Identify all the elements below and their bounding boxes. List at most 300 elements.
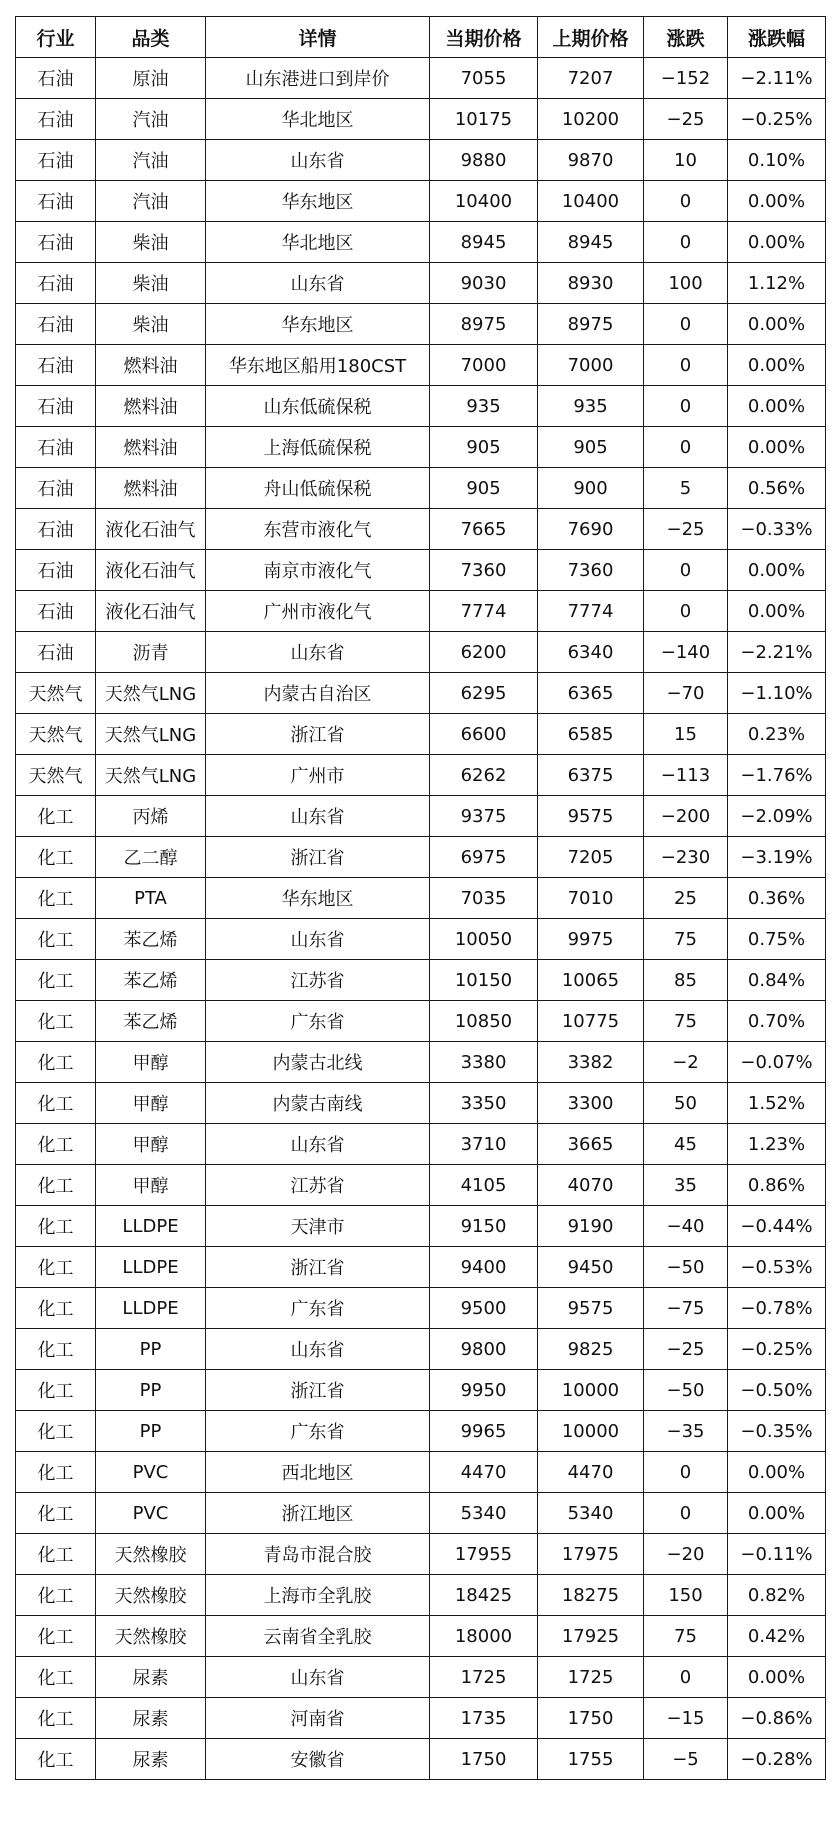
cell-industry: 石油: [16, 181, 96, 222]
cell-change: −2: [644, 1042, 728, 1083]
cell-current-price: 7000: [430, 345, 538, 386]
table-row: [16, 796, 826, 837]
cell-category: 汽油: [96, 181, 206, 222]
table-row: [16, 1411, 826, 1452]
cell-detail: 浙江省: [206, 714, 430, 755]
cell-current-price: 6262: [430, 755, 538, 796]
cell-category: 苯乙烯: [96, 960, 206, 1001]
table-row: [16, 837, 826, 878]
table-row: [16, 1042, 826, 1083]
table-row: [16, 1534, 826, 1575]
cell-previous-price: 10775: [538, 1001, 644, 1042]
cell-category: 天然气LNG: [96, 673, 206, 714]
table-row: [16, 1370, 826, 1411]
cell-current-price: 10175: [430, 99, 538, 140]
cell-detail: 内蒙古北线: [206, 1042, 430, 1083]
cell-change-percent: 0.00%: [728, 1493, 826, 1534]
cell-change: 10: [644, 140, 728, 181]
cell-category: 汽油: [96, 140, 206, 181]
cell-detail: 华东地区船用180CST: [206, 345, 430, 386]
cell-change: −5: [644, 1739, 728, 1780]
cell-change: −140: [644, 632, 728, 673]
cell-change-percent: 0.42%: [728, 1616, 826, 1657]
cell-category: 柴油: [96, 222, 206, 263]
table-row: [16, 1698, 826, 1739]
cell-current-price: 1735: [430, 1698, 538, 1739]
cell-category: 天然气LNG: [96, 755, 206, 796]
cell-industry: 石油: [16, 140, 96, 181]
cell-category: 尿素: [96, 1657, 206, 1698]
cell-industry: 石油: [16, 99, 96, 140]
cell-change: 35: [644, 1165, 728, 1206]
cell-current-price: 1725: [430, 1657, 538, 1698]
cell-detail: 山东省: [206, 919, 430, 960]
cell-change-percent: −1.76%: [728, 755, 826, 796]
cell-industry: 天然气: [16, 714, 96, 755]
cell-current-price: 8975: [430, 304, 538, 345]
cell-change-percent: −0.35%: [728, 1411, 826, 1452]
cell-previous-price: 9825: [538, 1329, 644, 1370]
cell-change: −40: [644, 1206, 728, 1247]
cell-category: PTA: [96, 878, 206, 919]
cell-detail: 江苏省: [206, 960, 430, 1001]
cell-current-price: 7035: [430, 878, 538, 919]
cell-previous-price: 6585: [538, 714, 644, 755]
cell-industry: 化工: [16, 837, 96, 878]
cell-change: −70: [644, 673, 728, 714]
cell-previous-price: 6365: [538, 673, 644, 714]
cell-category: 丙烯: [96, 796, 206, 837]
cell-change-percent: 0.23%: [728, 714, 826, 755]
cell-current-price: 9880: [430, 140, 538, 181]
cell-industry: 天然气: [16, 755, 96, 796]
cell-current-price: 6200: [430, 632, 538, 673]
cell-category: 液化石油气: [96, 591, 206, 632]
cell-detail: 上海低硫保税: [206, 427, 430, 468]
cell-detail: 南京市液化气: [206, 550, 430, 591]
cell-category: PVC: [96, 1493, 206, 1534]
table-row: [16, 345, 826, 386]
cell-previous-price: 4070: [538, 1165, 644, 1206]
cell-change-percent: 0.75%: [728, 919, 826, 960]
cell-previous-price: 10400: [538, 181, 644, 222]
cell-change: −230: [644, 837, 728, 878]
header-previous-price: 上期价格: [538, 17, 644, 58]
cell-change: −50: [644, 1370, 728, 1411]
cell-industry: 化工: [16, 1452, 96, 1493]
cell-previous-price: 1725: [538, 1657, 644, 1698]
cell-category: 尿素: [96, 1698, 206, 1739]
cell-change: −35: [644, 1411, 728, 1452]
cell-category: 天然橡胶: [96, 1575, 206, 1616]
cell-category: 汽油: [96, 99, 206, 140]
cell-current-price: 4105: [430, 1165, 538, 1206]
table-row: [16, 755, 826, 796]
cell-industry: 石油: [16, 58, 96, 99]
cell-change-percent: −1.10%: [728, 673, 826, 714]
cell-industry: 石油: [16, 304, 96, 345]
cell-industry: 化工: [16, 1739, 96, 1780]
cell-change: 50: [644, 1083, 728, 1124]
cell-current-price: 3710: [430, 1124, 538, 1165]
cell-detail: 广州市液化气: [206, 591, 430, 632]
table-row: [16, 304, 826, 345]
cell-change: 45: [644, 1124, 728, 1165]
cell-previous-price: 9575: [538, 1288, 644, 1329]
cell-industry: 化工: [16, 1042, 96, 1083]
cell-current-price: 3380: [430, 1042, 538, 1083]
cell-change: −200: [644, 796, 728, 837]
cell-current-price: 7774: [430, 591, 538, 632]
cell-current-price: 9375: [430, 796, 538, 837]
cell-change: −75: [644, 1288, 728, 1329]
cell-industry: 化工: [16, 1616, 96, 1657]
cell-change-percent: 0.00%: [728, 1657, 826, 1698]
cell-change-percent: −0.25%: [728, 1329, 826, 1370]
cell-previous-price: 8975: [538, 304, 644, 345]
cell-previous-price: 18275: [538, 1575, 644, 1616]
cell-category: 甲醇: [96, 1124, 206, 1165]
cell-change: −25: [644, 1329, 728, 1370]
cell-change: 0: [644, 345, 728, 386]
cell-current-price: 6600: [430, 714, 538, 755]
cell-detail: 山东省: [206, 1329, 430, 1370]
cell-change: 75: [644, 1616, 728, 1657]
table-row: [16, 58, 826, 99]
cell-change-percent: −0.25%: [728, 99, 826, 140]
cell-current-price: 18000: [430, 1616, 538, 1657]
cell-previous-price: 6340: [538, 632, 644, 673]
cell-change: 0: [644, 1452, 728, 1493]
cell-detail: 青岛市混合胶: [206, 1534, 430, 1575]
price-table-container: [15, 16, 826, 1780]
cell-current-price: 905: [430, 468, 538, 509]
cell-category: 甲醇: [96, 1083, 206, 1124]
cell-current-price: 935: [430, 386, 538, 427]
cell-change-percent: 0.00%: [728, 550, 826, 591]
cell-detail: 广东省: [206, 1001, 430, 1042]
cell-change: −15: [644, 1698, 728, 1739]
table-body: [16, 58, 826, 1780]
cell-detail: 西北地区: [206, 1452, 430, 1493]
cell-change: 0: [644, 1657, 728, 1698]
cell-change-percent: 0.82%: [728, 1575, 826, 1616]
cell-detail: 东营市液化气: [206, 509, 430, 550]
cell-industry: 化工: [16, 1165, 96, 1206]
cell-category: 乙二醇: [96, 837, 206, 878]
cell-change-percent: 0.00%: [728, 427, 826, 468]
cell-detail: 山东省: [206, 140, 430, 181]
cell-category: PP: [96, 1329, 206, 1370]
cell-industry: 石油: [16, 550, 96, 591]
header-current-price: 当期价格: [430, 17, 538, 58]
cell-previous-price: 10000: [538, 1411, 644, 1452]
table-row: [16, 99, 826, 140]
cell-detail: 山东省: [206, 796, 430, 837]
cell-current-price: 7055: [430, 58, 538, 99]
cell-change-percent: −0.86%: [728, 1698, 826, 1739]
cell-category: 燃料油: [96, 345, 206, 386]
cell-industry: 化工: [16, 1124, 96, 1165]
cell-current-price: 9800: [430, 1329, 538, 1370]
cell-change-percent: 0.00%: [728, 1452, 826, 1493]
cell-industry: 化工: [16, 1288, 96, 1329]
cell-industry: 化工: [16, 1493, 96, 1534]
cell-current-price: 4470: [430, 1452, 538, 1493]
cell-detail: 内蒙古南线: [206, 1083, 430, 1124]
cell-previous-price: 17925: [538, 1616, 644, 1657]
cell-industry: 石油: [16, 632, 96, 673]
cell-industry: 化工: [16, 1698, 96, 1739]
cell-industry: 化工: [16, 1001, 96, 1042]
table-row: [16, 181, 826, 222]
cell-current-price: 10850: [430, 1001, 538, 1042]
cell-change: 100: [644, 263, 728, 304]
cell-detail: 山东省: [206, 1657, 430, 1698]
cell-industry: 石油: [16, 222, 96, 263]
cell-detail: 华东地区: [206, 181, 430, 222]
table-row: [16, 1616, 826, 1657]
cell-change-percent: 0.00%: [728, 181, 826, 222]
cell-detail: 华北地区: [206, 222, 430, 263]
cell-change: 0: [644, 591, 728, 632]
cell-change-percent: 0.00%: [728, 222, 826, 263]
table-row: [16, 1165, 826, 1206]
cell-previous-price: 1755: [538, 1739, 644, 1780]
table-row: [16, 140, 826, 181]
cell-category: 液化石油气: [96, 550, 206, 591]
cell-change-percent: 1.23%: [728, 1124, 826, 1165]
cell-category: 天然橡胶: [96, 1534, 206, 1575]
table-row: [16, 1206, 826, 1247]
cell-previous-price: 7690: [538, 509, 644, 550]
cell-current-price: 905: [430, 427, 538, 468]
cell-detail: 内蒙古自治区: [206, 673, 430, 714]
cell-previous-price: 9870: [538, 140, 644, 181]
cell-change: −113: [644, 755, 728, 796]
cell-industry: 化工: [16, 919, 96, 960]
cell-current-price: 9950: [430, 1370, 538, 1411]
cell-industry: 化工: [16, 796, 96, 837]
cell-previous-price: 7207: [538, 58, 644, 99]
cell-change: 150: [644, 1575, 728, 1616]
cell-change-percent: 0.70%: [728, 1001, 826, 1042]
cell-change-percent: 0.56%: [728, 468, 826, 509]
cell-change: 0: [644, 550, 728, 591]
table-row: [16, 714, 826, 755]
cell-detail: 广州市: [206, 755, 430, 796]
table-row: [16, 1001, 826, 1042]
table-row: [16, 222, 826, 263]
cell-change: 0: [644, 222, 728, 263]
cell-current-price: 9500: [430, 1288, 538, 1329]
table-row: [16, 468, 826, 509]
cell-change-percent: 0.86%: [728, 1165, 826, 1206]
cell-previous-price: 7360: [538, 550, 644, 591]
cell-previous-price: 5340: [538, 1493, 644, 1534]
cell-current-price: 10400: [430, 181, 538, 222]
cell-change: 5: [644, 468, 728, 509]
header-category: 品类: [96, 17, 206, 58]
cell-change: 85: [644, 960, 728, 1001]
table-row: [16, 263, 826, 304]
cell-previous-price: 7774: [538, 591, 644, 632]
cell-previous-price: 1750: [538, 1698, 644, 1739]
cell-change-percent: 0.10%: [728, 140, 826, 181]
cell-category: 甲醇: [96, 1042, 206, 1083]
cell-detail: 浙江省: [206, 1247, 430, 1288]
cell-previous-price: 7010: [538, 878, 644, 919]
cell-previous-price: 4470: [538, 1452, 644, 1493]
cell-change-percent: 0.00%: [728, 386, 826, 427]
cell-category: 燃料油: [96, 468, 206, 509]
cell-current-price: 17955: [430, 1534, 538, 1575]
cell-current-price: 7360: [430, 550, 538, 591]
cell-change: 0: [644, 427, 728, 468]
cell-change-percent: −2.21%: [728, 632, 826, 673]
cell-change: −50: [644, 1247, 728, 1288]
cell-previous-price: 10200: [538, 99, 644, 140]
cell-detail: 舟山低硫保税: [206, 468, 430, 509]
cell-category: PP: [96, 1370, 206, 1411]
cell-category: 沥青: [96, 632, 206, 673]
cell-detail: 山东低硫保税: [206, 386, 430, 427]
cell-current-price: 9030: [430, 263, 538, 304]
cell-detail: 山东省: [206, 632, 430, 673]
cell-detail: 安徽省: [206, 1739, 430, 1780]
cell-category: 苯乙烯: [96, 919, 206, 960]
cell-previous-price: 8945: [538, 222, 644, 263]
cell-change-percent: −0.28%: [728, 1739, 826, 1780]
header-industry: 行业: [16, 17, 96, 58]
cell-change-percent: 1.12%: [728, 263, 826, 304]
cell-detail: 华东地区: [206, 304, 430, 345]
cell-category: LLDPE: [96, 1288, 206, 1329]
cell-industry: 化工: [16, 1206, 96, 1247]
cell-detail: 云南省全乳胶: [206, 1616, 430, 1657]
cell-previous-price: 9190: [538, 1206, 644, 1247]
cell-previous-price: 6375: [538, 755, 644, 796]
cell-current-price: 6295: [430, 673, 538, 714]
cell-detail: 华北地区: [206, 99, 430, 140]
table-row: [16, 550, 826, 591]
cell-detail: 河南省: [206, 1698, 430, 1739]
cell-industry: 化工: [16, 960, 96, 1001]
cell-change: −152: [644, 58, 728, 99]
cell-previous-price: 900: [538, 468, 644, 509]
table-row: [16, 1575, 826, 1616]
table-row: [16, 1288, 826, 1329]
cell-industry: 化工: [16, 1370, 96, 1411]
table-row: [16, 1329, 826, 1370]
header-detail: 详情: [206, 17, 430, 58]
cell-category: LLDPE: [96, 1247, 206, 1288]
cell-previous-price: 9450: [538, 1247, 644, 1288]
table-row: [16, 1083, 826, 1124]
cell-change: 0: [644, 1493, 728, 1534]
cell-category: 甲醇: [96, 1165, 206, 1206]
cell-current-price: 9400: [430, 1247, 538, 1288]
cell-current-price: 3350: [430, 1083, 538, 1124]
cell-previous-price: 9575: [538, 796, 644, 837]
cell-change: 0: [644, 304, 728, 345]
cell-industry: 石油: [16, 509, 96, 550]
cell-category: PP: [96, 1411, 206, 1452]
cell-current-price: 10150: [430, 960, 538, 1001]
cell-category: 燃料油: [96, 427, 206, 468]
cell-change-percent: −3.19%: [728, 837, 826, 878]
cell-detail: 华东地区: [206, 878, 430, 919]
cell-current-price: 10050: [430, 919, 538, 960]
cell-category: 天然气LNG: [96, 714, 206, 755]
cell-industry: 化工: [16, 1534, 96, 1575]
cell-current-price: 8945: [430, 222, 538, 263]
table-row: [16, 878, 826, 919]
table-row: [16, 591, 826, 632]
table-row: [16, 1657, 826, 1698]
cell-current-price: 18425: [430, 1575, 538, 1616]
cell-detail: 山东省: [206, 263, 430, 304]
cell-category: 原油: [96, 58, 206, 99]
cell-category: PVC: [96, 1452, 206, 1493]
cell-change: 75: [644, 1001, 728, 1042]
cell-current-price: 9150: [430, 1206, 538, 1247]
cell-change-percent: −2.09%: [728, 796, 826, 837]
cell-industry: 化工: [16, 1657, 96, 1698]
table-row: [16, 1452, 826, 1493]
cell-industry: 石油: [16, 263, 96, 304]
cell-detail: 江苏省: [206, 1165, 430, 1206]
cell-change: −25: [644, 99, 728, 140]
cell-industry: 石油: [16, 345, 96, 386]
table-row: [16, 509, 826, 550]
cell-change-percent: 1.52%: [728, 1083, 826, 1124]
cell-previous-price: 9975: [538, 919, 644, 960]
cell-change: 0: [644, 181, 728, 222]
header-change: 涨跌: [644, 17, 728, 58]
cell-industry: 天然气: [16, 673, 96, 714]
cell-change-percent: −0.33%: [728, 509, 826, 550]
cell-previous-price: 935: [538, 386, 644, 427]
cell-current-price: 6975: [430, 837, 538, 878]
cell-change: 0: [644, 386, 728, 427]
table-row: [16, 673, 826, 714]
cell-change-percent: −0.07%: [728, 1042, 826, 1083]
cell-industry: 石油: [16, 386, 96, 427]
cell-industry: 化工: [16, 1411, 96, 1452]
cell-industry: 化工: [16, 1329, 96, 1370]
cell-category: 柴油: [96, 263, 206, 304]
cell-change-percent: −0.44%: [728, 1206, 826, 1247]
table-row: [16, 632, 826, 673]
cell-detail: 山东港进口到岸价: [206, 58, 430, 99]
cell-detail: 广东省: [206, 1411, 430, 1452]
price-table: [15, 16, 826, 1780]
cell-change-percent: 0.36%: [728, 878, 826, 919]
table-row: [16, 427, 826, 468]
cell-detail: 浙江省: [206, 1370, 430, 1411]
table-row: [16, 1739, 826, 1780]
cell-change-percent: 0.84%: [728, 960, 826, 1001]
table-row: [16, 919, 826, 960]
cell-category: 柴油: [96, 304, 206, 345]
cell-change: 75: [644, 919, 728, 960]
cell-detail: 浙江省: [206, 837, 430, 878]
cell-change: 15: [644, 714, 728, 755]
cell-change-percent: −2.11%: [728, 58, 826, 99]
cell-previous-price: 3382: [538, 1042, 644, 1083]
cell-category: LLDPE: [96, 1206, 206, 1247]
